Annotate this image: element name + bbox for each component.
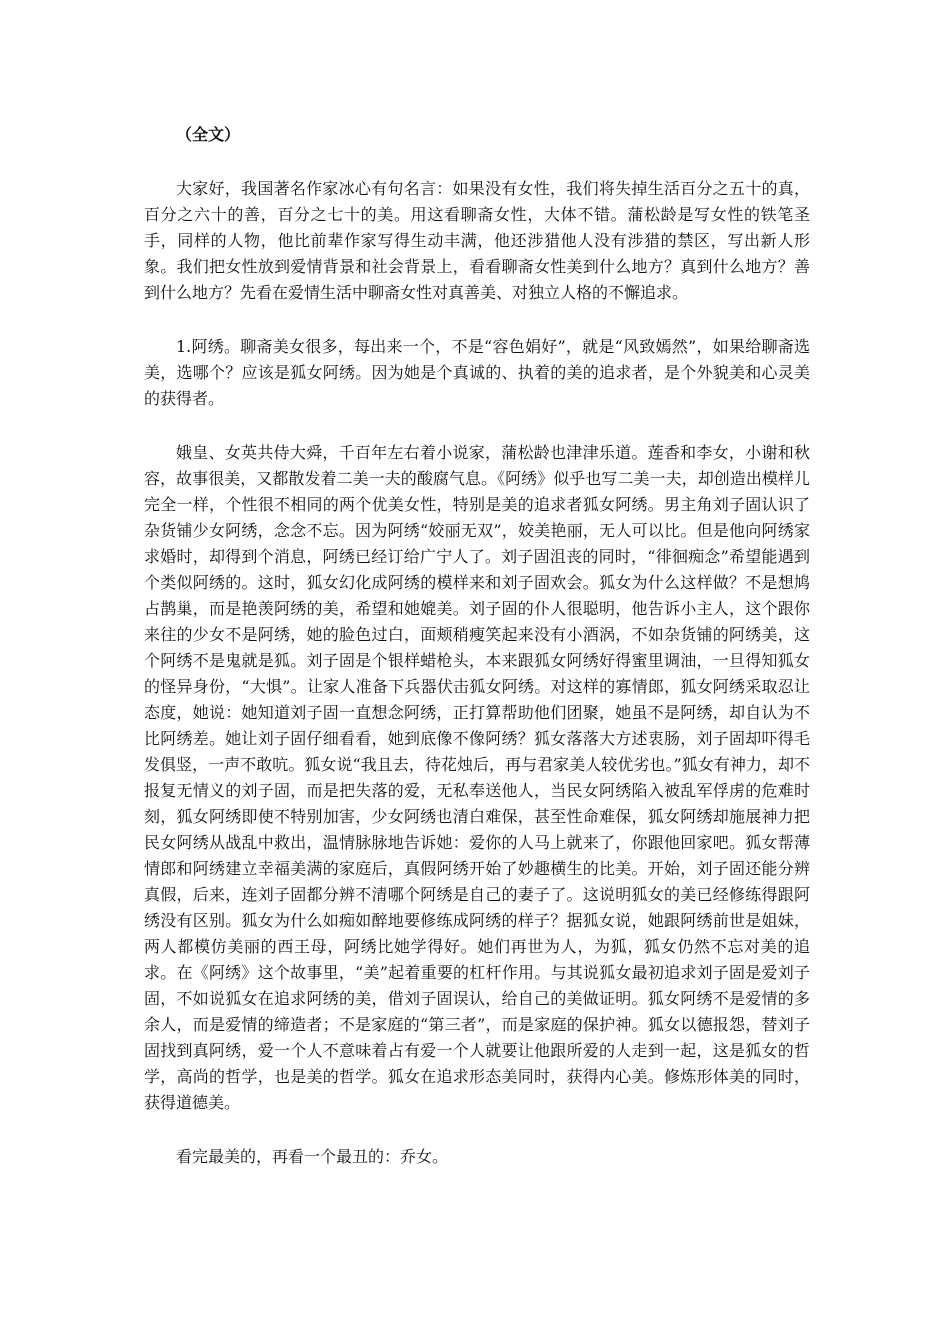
- paragraph-axiu-intro: 1.阿绣。聊斋美女很多，每出来一个，不是“容色娟好”，就是“风致嫣然”，如果给聊斋选美，选哪个？应该是狐女阿绣。因为她是个真诚的、执着的美的追求者，是个外貌美和心灵美的获得者。: [144, 337, 810, 408]
- document-heading: （全文）: [176, 125, 241, 144]
- paragraph-axiu-story: 娥皇、女英共侍大舜，千百年左右着小说家，蒲松龄也津津乐道。莲香和李女，小谢和秋容，故事很美，又都散发着二美一夫的酸腐气息。《阿绣》似乎也写二美一夫，却创造出模样儿完全一样，个性很不相同的两个优美女性，特别是美的追求者狐女阿绣。男主角刘子固认识了杂货铺少女阿绣，念念不忘。因为阿绣“姣丽无双”，姣美艳丽，无人可以比。但是他向阿绣家求婚时，却得到个消息，阿绣已经订给广宁人了。刘子固沮丧的同时，“徘徊痴念”希望能遇到个类似阿绣的。这时，狐女幻化成阿绣的模样来和刘子固欢会。狐女为什么这样做？不是想鸠占鹊巢，而是艳羡阿绣的美，希望和她媲美。刘子固的仆人很聪明，他告诉小主人，这个跟你来往的少女不是阿绣，她的脸色过白，面颊稍瘦笑起来没有小酒涡，不如杂货铺的阿绣美，这个阿绣不是鬼就是狐。刘子固是个银样蜡枪头，本来跟狐女阿绣好得蜜里调油，一旦得知狐女的怪异身份，“大惧”。让家人准备下兵器伏击狐女阿绣。对这样的寡情郎，狐女阿绣采取忍让态度，她说：她知道刘子固一直想念阿绣，正打算帮助他们团聚，她虽不是阿绣，却自认为不比阿绣差。她让刘子固仔细看看，她到底像不像阿绣？狐女落落大方述衷肠，刘子固却吓得毛发俱竖，一声不敢吭。狐女说“我且去，待花烛后，再与君家美人较优劣也。”狐女有神力，却不报复无情义的刘子固，而是把失落的爱，无私奉送他人，当民女阿绣陷入被乱军俘虏的危难时刻，狐女阿绣即使不特别加害，少女阿绣也清白难保，甚至性命难保，狐女阿绣却施展神力把民女阿绣从战乱中救出，温情脉脉地告诉她：爱你的人马上就来了，你跟他回家吧。狐女帮薄情郎和阿绣建立幸福美满的家庭后，真假阿绣开始了妙趣横生的比美。开始，刘子固还能分辨真假，后来，连刘子固都分辨不清哪个阿绣是自己的妻子了。这说明狐女的美已经修练得跟阿绣没有区别。狐女为什么如痴如醉地要修练成阿绣的样子？据狐女说，她跟阿绣前世是姐妹，两人都模仿美丽的西王母，阿绣比她学得好。她们再世为人，为狐，狐女仍然不忘对美的追求。在《阿绣》这个故事里，“美”起着重要的杠杆作用。与其说狐女最初追求刘子固是爱刘子固，不如说狐女在追求阿绣的美，借刘子固误认，给自己的美做证明。狐女阿绣不是爱情的多余人，而是爱情的缔造者；不是家庭的“第三者”，而是家庭的保护神。狐女以德报怨，替刘子固找到真阿绣，爱一个人不意味着占有爱一个人就要让他跟所爱的人走到一起，这是狐女的哲学，高尚的哲学，也是美的哲学。狐女在追求形态美同时，获得内心美。修炼形体美的同时，获得道德美。: [144, 443, 810, 1112]
- paragraph-transition: 看完最美的，再看一个最丑的：乔女。: [176, 1147, 449, 1166]
- paragraph-intro: 大家好，我国著名作家冰心有句名言：如果没有女性，我们将失掉生活百分之五十的真，百分之六十的善，百分之七十的美。用这看聊斋女性，大体不错。蒲松龄是写女性的铁笔圣手，同样的人物，他比前辈作家写得生动丰满，他还涉猎他人没有涉猎的禁区，写出新人形象。我们把女性放到爱情背景和社会背景上，看看聊斋女性美到什么地方？真到什么地方？善到什么地方？先看在爱情生活中聊斋女性对真善美、对独立人格的不懈追求。: [144, 179, 810, 302]
- document-body: [144, 122, 810, 1198]
